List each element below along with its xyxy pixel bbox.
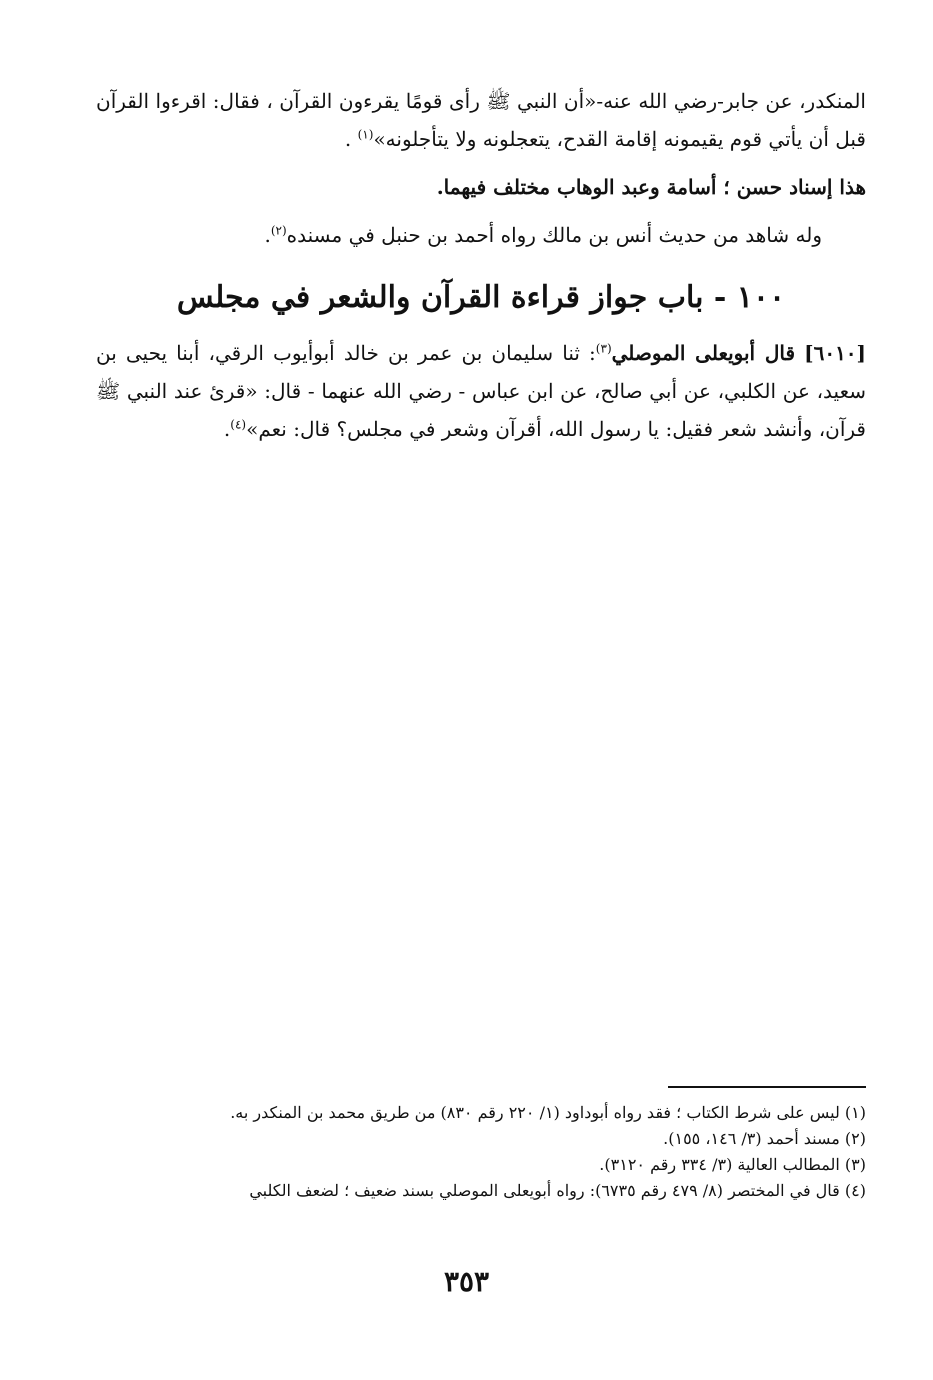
hadith-number: [٦٠١٠] — [804, 341, 867, 365]
footnote-2: (٢) مسند أحمد (٣/ ١٤٦، ١٥٥). — [663, 1129, 866, 1148]
footnote-separator-rule — [668, 1086, 866, 1088]
chapter-heading: ١٠٠ - باب جواز قراءة القرآن والشعر في مجلس — [176, 280, 786, 315]
hadith-narrator-head: قال أبويعلى الموصلي — [611, 341, 795, 365]
footnote-reference-3: (٣) — [595, 341, 612, 356]
supporting-narration-line — [96, 216, 866, 254]
supporting-narration-text: وله شاهد من حديث أنس بن مالك رواه أحمد بن حنبل في مسنده — [286, 223, 822, 247]
footnote-reference-4: (٤) — [230, 417, 247, 432]
footnote-3: (٣) المطالب العالية (٣/ ٣٣٤ رقم ٣١٢٠). — [599, 1155, 866, 1174]
footnote-1: (١) ليس على شرط الكتاب ؛ فقد رواه أبوداود (١/ ٢٢٠ رقم ٨٣٠) من طريق محمد بن المنكدر به. — [230, 1103, 866, 1122]
footnote-reference-2: (٢) — [270, 223, 287, 238]
page-body — [96, 82, 866, 448]
isnad-grading-note: هذا إسناد حسن ؛ أسامة وعبد الوهاب مختلف فيهما. — [436, 175, 866, 199]
paragraph-end: . — [344, 127, 358, 151]
footnote-4: (٤) قال في المختصر (٨/ ٤٧٩ رقم ٦٧٣٥): رواه أبويعلى الموصلي بسند ضعيف ؛ لضعف الكلبي — [249, 1181, 866, 1200]
hadith-end: . — [223, 417, 231, 441]
hadith-text: : ثنا سليمان بن عمر بن خالد أبوأيوب الرقي، أبنا يحيى بن سعيد، عن الكلبي، عن أبي صالح، عن ابن عباس - رضي الله عنهما - قال: «قرئ عند النبي ﷺ قرآن، وأنشد شعر فقيل: يا رسول الله، أقرآن وشعر في مجلس؟ قال: نعم» — [96, 341, 866, 441]
supporting-narration-end: . — [264, 223, 271, 247]
paragraph-text: المنكدر، عن جابر-رضي الله عنه-«أن النبي ﷺ رأى قومًا يقرءون القرآن ، فقال: اقرءوا القرآن قبل أن يأتي قوم يقيمونه إقامة القدح، يتعجلونه ولا يتأجلونه» — [96, 89, 866, 151]
hadith-paragraph — [96, 334, 866, 448]
footnotes-section — [96, 1100, 866, 1204]
hadith-continuation-paragraph — [96, 82, 866, 158]
page-number: ٣٥٣ — [443, 1265, 490, 1298]
footnote-reference-1: (١) — [357, 127, 374, 142]
